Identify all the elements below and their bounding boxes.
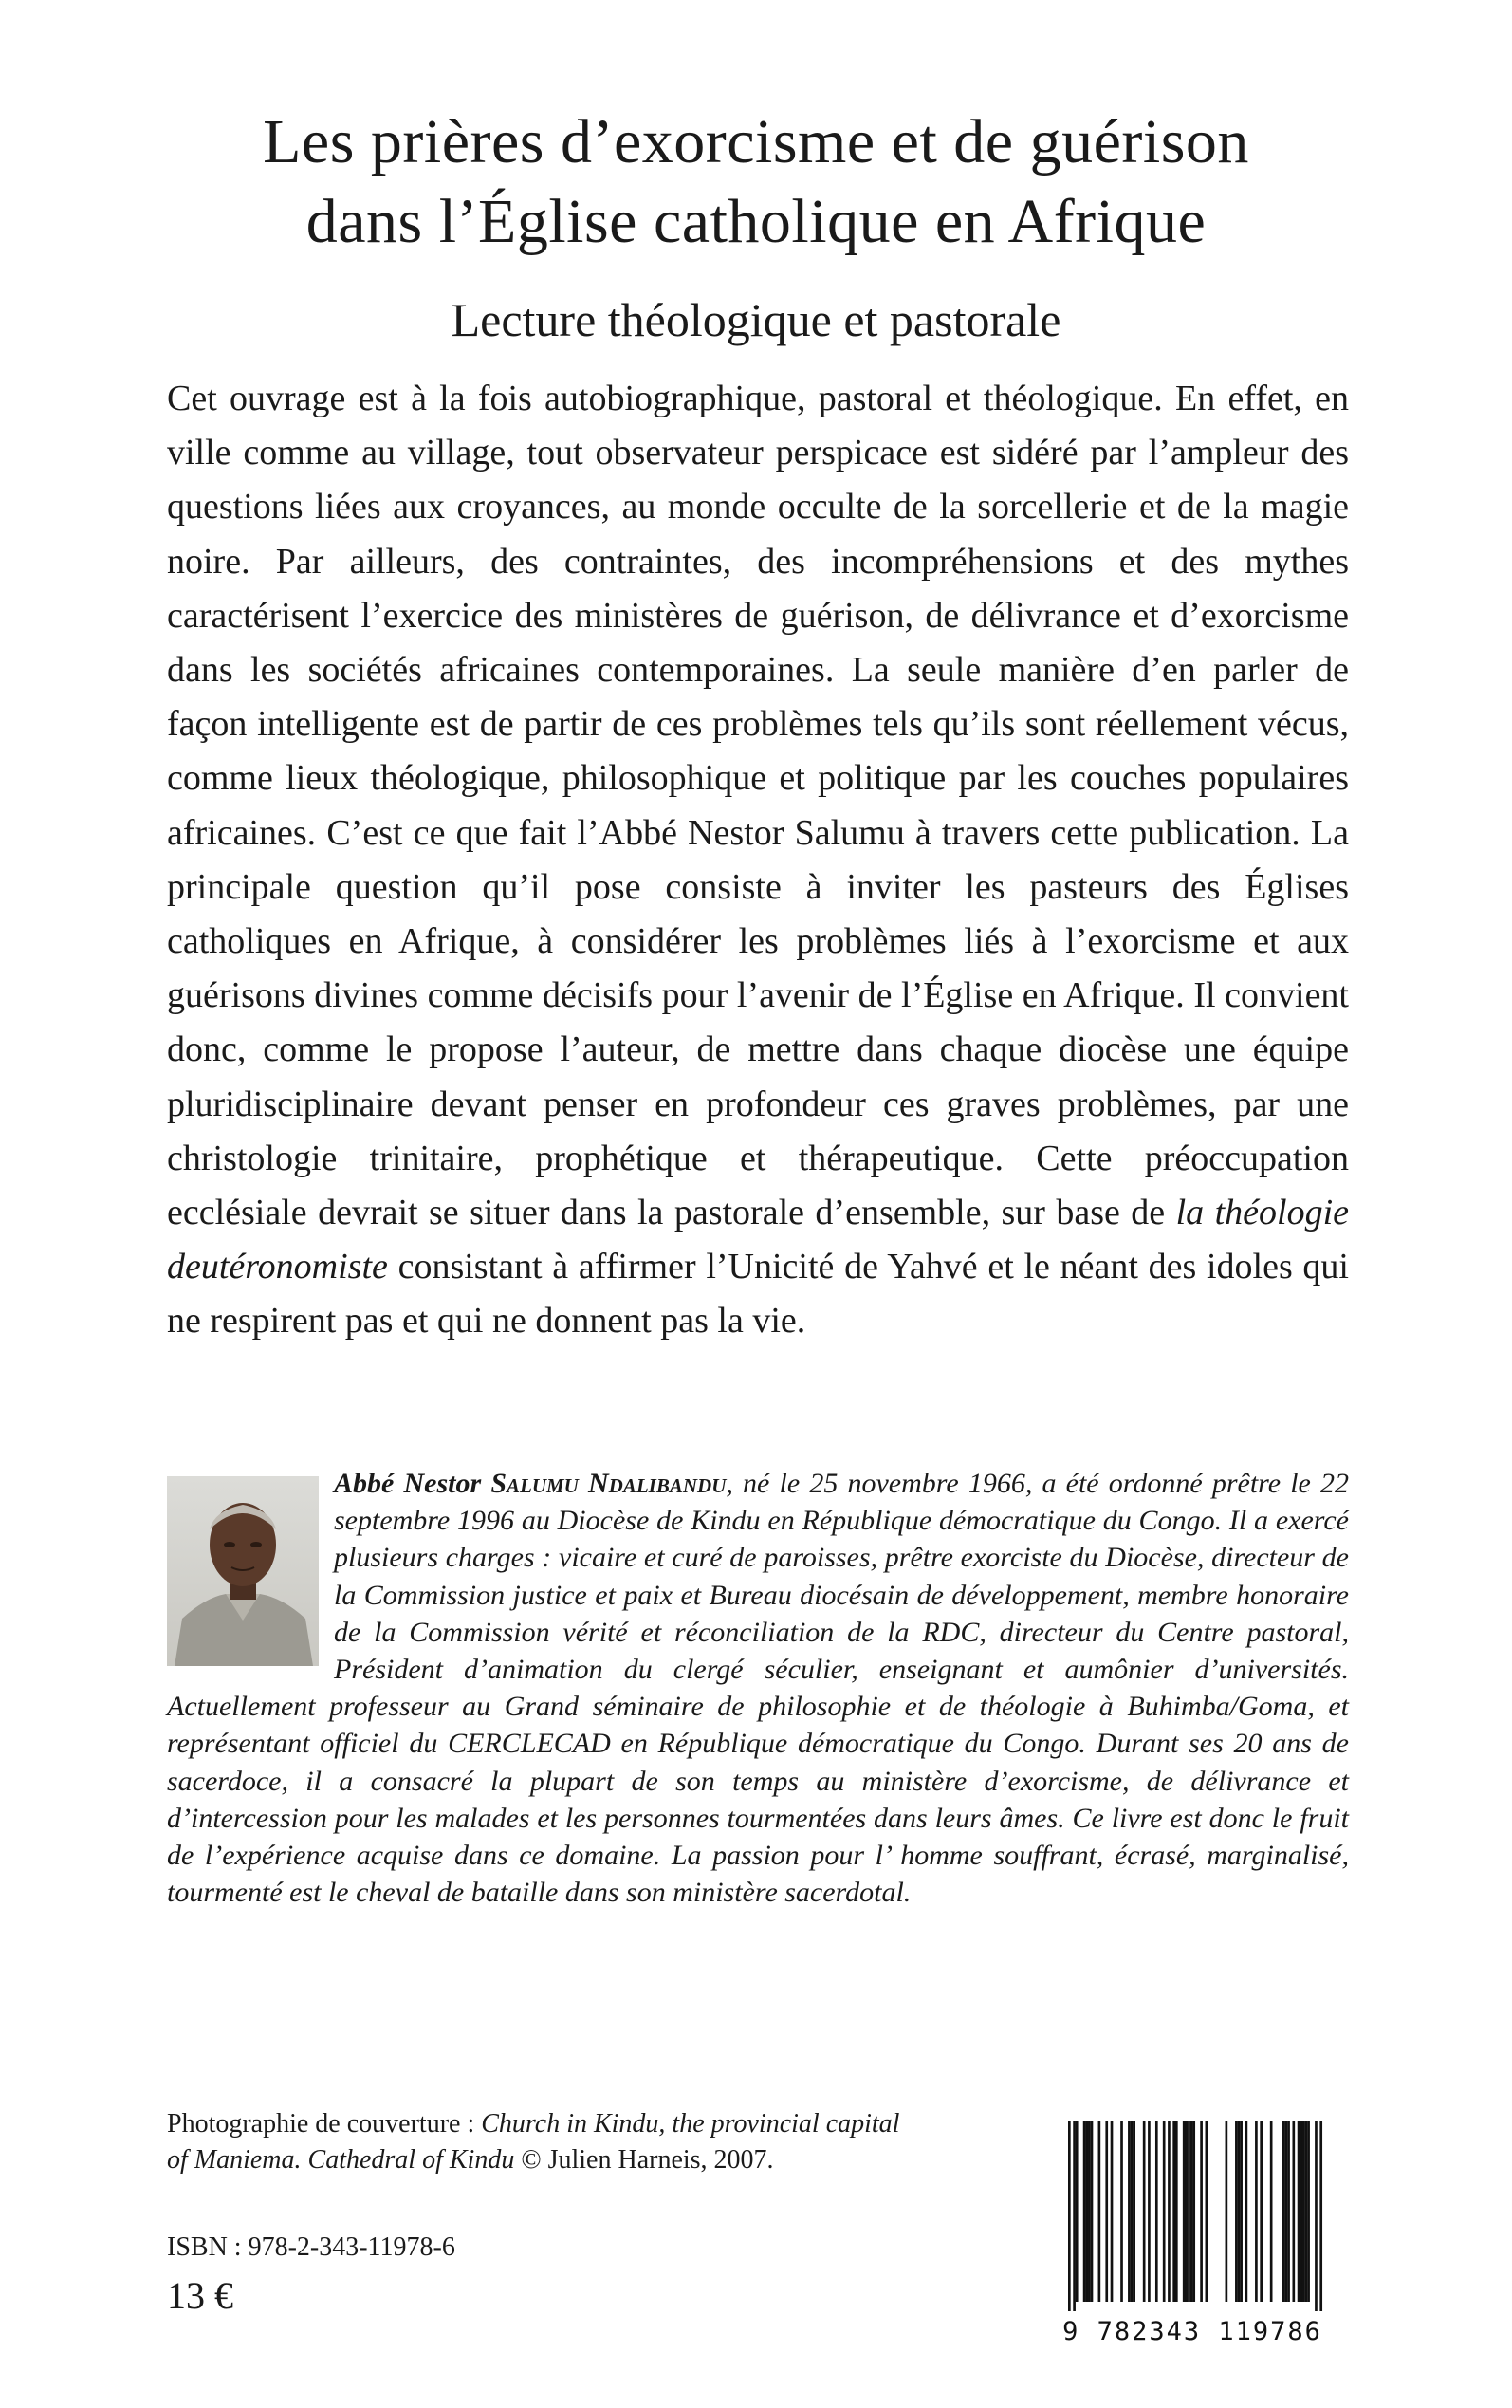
barcode-bar <box>1163 2121 1166 2302</box>
photo-gap <box>167 1465 334 1683</box>
summary-end: consistant à affirmer l’Unicité de Yahvé et le néant des idoles qui ne respirent pas et qui ne donnent pas la vie. <box>167 1247 1349 1342</box>
barcode-bar <box>1085 2121 1088 2302</box>
barcode-bars <box>1068 2121 1322 2311</box>
barcode-bar <box>1091 2121 1094 2302</box>
barcode-bar <box>1206 2121 1208 2302</box>
barcode-bar <box>1282 2121 1285 2302</box>
summary-italic-phrase: la théologie deutéronomiste <box>167 1193 1349 1287</box>
barcode-bar <box>1148 2121 1151 2302</box>
barcode-bar <box>1260 2121 1263 2302</box>
barcode-bar <box>1298 2121 1300 2302</box>
credit-caption: Church in Kindu, the provincial capital of Maniema. Cathedral of Kindu <box>167 2109 900 2175</box>
barcode-bar <box>1190 2121 1193 2302</box>
barcode-bar <box>1285 2121 1288 2302</box>
title-line-2: dans l’Église catholique en Afrique <box>305 187 1207 256</box>
barcode-bar <box>1088 2121 1091 2302</box>
barcode-bar <box>1120 2121 1123 2302</box>
barcode-digits: 9 782343 119786 <box>1062 2317 1322 2346</box>
summary-paragraph <box>167 372 1349 1349</box>
barcode-bar <box>1083 2121 1086 2302</box>
book-title <box>0 102 1512 262</box>
barcode-bar <box>1305 2121 1308 2302</box>
barcode-bar <box>1105 2121 1108 2302</box>
barcode-bar <box>1192 2121 1195 2302</box>
title-line-1: Les prières d’exorcisme et de guérison <box>263 107 1249 176</box>
biography-text: , né le 25 novembre 1966, a été ordonné prêtre le 22 septembre 1996 au Diocèse de Kindu en République démocratique du Congo. Il a exercé plusieurs charges : vicaire et curé de paroisses, prêtre exorciste du Diocèse, directeur de la Commission justice et paix et Bureau diocésain de développement, membre honoraire de la Commission vérité et réconciliation de la RDC, directeur du Centre pastoral, Président d’animation du clergé séculier, enseignant et aumônier d’universités. Actuellement professeur au Grand séminaire de philosophie et de théologie à Buhimba/Goma, et représentant officiel du CERCLECAD en République démocratique du Congo. Durant ses 20 ans de sacerdoce, il a consacré la plupart de son temps au ministère d’exorcisme, de délivrance et d’intercession pour les malades et les personnes tourmentées dans leurs âmes. Ce livre est donc le fruit de l’expérience acquise dans ce domaine. La passion pour l’ homme souffrant, écrasé, marginalisé, tourmenté est le cheval de bataille dans son ministère sacerdotal. <box>167 1468 1350 1909</box>
barcode-bar <box>1292 2121 1295 2302</box>
author-biography <box>167 1465 1349 1911</box>
barcode-bar <box>1226 2121 1228 2302</box>
barcode-bar <box>1245 2121 1248 2302</box>
barcode-bar <box>1255 2121 1258 2302</box>
barcode-bar <box>1143 2121 1146 2302</box>
barcode <box>1047 2116 1337 2349</box>
barcode-bar <box>1185 2121 1188 2302</box>
author-prefix: Abbé Nestor <box>334 1468 482 1499</box>
barcode-bar <box>1302 2121 1305 2302</box>
barcode-bar <box>1076 2121 1079 2302</box>
barcode-bar <box>1315 2121 1318 2311</box>
barcode-bar <box>1168 2121 1171 2302</box>
author-surname: Salumu Ndalibandu <box>490 1468 727 1499</box>
barcode-bar <box>1073 2121 1076 2311</box>
barcode-bar <box>1155 2121 1158 2302</box>
credit-label: Photographie de couverture : <box>167 2109 482 2139</box>
credit-copyright: © Julien Harneis, 2007. <box>514 2145 774 2175</box>
isbn: ISBN : 978-2-343-11978-6 <box>167 2232 455 2262</box>
barcode-bar <box>1131 2121 1134 2302</box>
biography-paragraph <box>167 1465 1349 1911</box>
barcode-bar <box>1111 2121 1114 2302</box>
barcode-bar <box>1183 2121 1186 2302</box>
barcode-bar <box>1133 2121 1135 2302</box>
barcode-bar <box>1172 2121 1175 2302</box>
author-name <box>334 1468 726 1499</box>
barcode-bar <box>1098 2121 1101 2302</box>
barcode-bar <box>1200 2121 1203 2302</box>
summary-text <box>167 372 1349 1349</box>
barcode-bar <box>1128 2121 1131 2302</box>
book-subtitle: Lecture théologique et pastorale <box>451 293 1061 346</box>
barcode-bar <box>1235 2121 1238 2302</box>
photo-credit <box>167 2106 926 2178</box>
barcode-bar <box>1270 2121 1273 2302</box>
barcode-bar <box>1319 2121 1322 2311</box>
summary-main: Cet ouvrage est à la fois autobiographique, pastoral et théologique. En effet, en ville comme au village, tout observateur perspicace est sidéré par l’ampleur des questions liées aux croyances, au monde occulte de la sorcellerie et de la magie noire. Par ailleurs, des contraintes, des incompréhensions et des mythes caractérisent l’exercice des ministères de guérison, de délivrance et d’exorcisme dans les sociétés africaines contemporaines. La seule manière d’en parler de façon intelligente est de partir de ces problèmes tels qu’ils sont réellement vécus, comme lieux théologique, philosophique et politique par les couches populaires africaines. C’est ce que fait l’Abbé Nestor Salumu à travers cette publication. La principale question qu’il pose consiste à inviter les pasteurs des Églises catholiques en Afrique, à considérer les problèmes liés à l’exorcisme et aux guérisons divines comme décisifs pour l’avenir de l’Église en Afrique. Il convient donc, comme le propose l’auteur, de mettre dans chaque diocèse une équipe pluridisciplinaire devant penser en profondeur ces graves problèmes, par une christologie trinitaire, prophétique et thérapeutique. Cette préoccupation ecclésiale devrait se situer dans la pastorale d’ensemble, sur base de <box>167 379 1349 1233</box>
barcode-bar <box>1300 2121 1302 2302</box>
price: 13 € <box>167 2274 233 2317</box>
barcode-bar <box>1068 2121 1071 2311</box>
barcode-bar <box>1238 2121 1241 2302</box>
barcode-bar <box>1188 2121 1190 2302</box>
barcode-bar <box>1240 2121 1243 2302</box>
barcode-bar <box>1175 2121 1178 2302</box>
barcode-bar <box>1307 2121 1310 2302</box>
barcode-bar <box>1287 2121 1290 2302</box>
